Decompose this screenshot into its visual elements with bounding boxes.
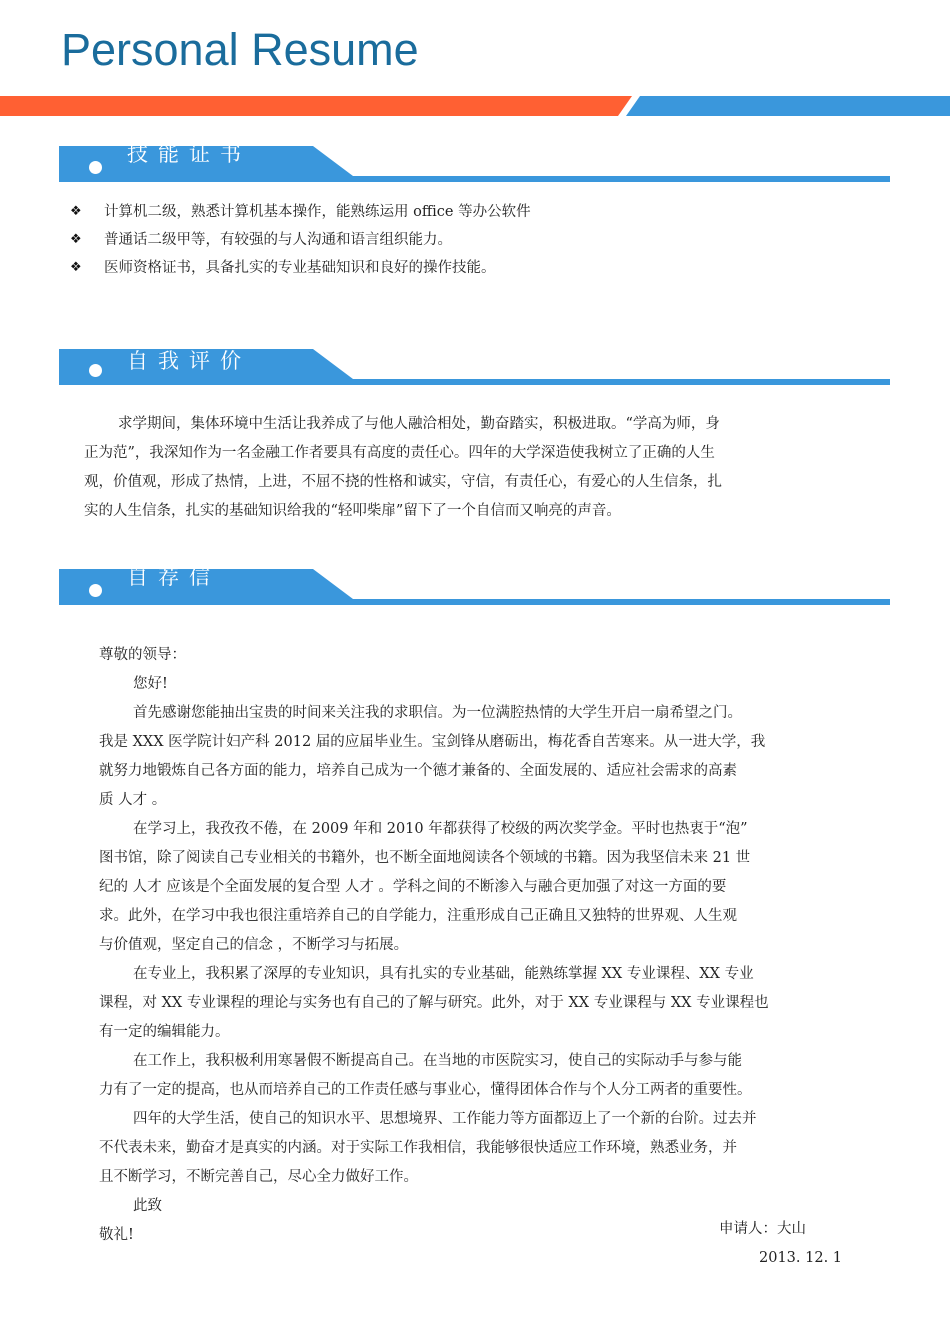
greeting: 您好! — [133, 676, 168, 692]
regards: 敬礼! — [99, 1227, 134, 1243]
self-evaluation-text: 求学期间，集体环境中生活让我养成了与他人融洽相处，勤奋踏实，积极进取。“学高为师，身 正为范”，我深知作为一名金融工作者要具有高度的责任心。四年的大学深造使我树立了正确的人生 观，价值观，形成了热情，上进，不屈不挠的性格和诚实，守信，有责任心，有爱心的人生信条，扎 实的人生信条，扎实的基础知识给我的“轻叩柴扉”留下了一个自信而又响亮的声音。 — [84, 416, 722, 519]
letter-date: 2013. 12. 1 — [759, 1250, 843, 1266]
header-color-band — [0, 96, 950, 116]
list-item: ❖ 医师资格证书，具备扎实的专业基础知识和良好的操作技能。 — [70, 254, 531, 282]
diamond-bullet-icon: ❖ — [70, 260, 82, 275]
section-header-self-eval — [59, 349, 890, 385]
list-item: ❖ 计算机二级，熟悉计算机基本操作，能熟练运用 office 等办公软件 — [70, 198, 531, 226]
section-header-cover-letter — [59, 565, 890, 605]
salutation: 尊敬的领导： — [99, 647, 186, 663]
cover-letter-text: 尊敬的领导： 您好! 首先感谢您能抽出宝贵的时间来关注我的求职信。为一位满腔热情的大学生开启一扇希望之门。 我是 XXX 医学院计妇产科 2012 届的应届毕业生。宝剑锋从磨砺出，梅花香自苦寒来。从一进大学，我 就努力地锻炼自己各方面的能力，培养自己成为一个德才兼备的、全面发展的、适应社会需求的高素 质 人才 。 在学习上，我孜孜不倦，在 2009 年和 2010 年都获得了校级的两次奖学金。平时也热衷于“泡” 图书馆，除了阅读自己专业相关的书籍外，也不断全面地阅读各个领域的书籍。因为我坚信未来 21 世 纪的 人才 应该是个全面发展的复合型 人才 。学科之间的不断渗入与融合更加强了对这一方面的要 求。此外，在学习中我也很注重培养自己的自学能力，注重形成自己正确且又独特的世界观、人生观 与价值观，坚定自己的信念 ，不断学习与拓展。 在专业上，我积累了深厚的专业知识，具有扎实的专业基础，能熟练掌握 XX 专业课程、XX 专业 课程，对 XX 专业课程的理论与实务也有自己的了解与研究。此外，对于 XX 专业课程与 XX 专业课程也 有一定的编辑能力。 在工作上，我积极利用寒暑假不断提高自己。在当地的市医院实习，使自己的实际动手与参与能 力有了一定的提高，也从而培养自己的工作责任感与事业心，懂得团体合作与个人分工两者的重要性。 四年的大学生活，使自己的知识水平、思想境界、工作能力等方面都迈上了一个新的台阶。过去并 不代表未来，勤奋才是真实的内涵。对于实际工作我相信，我能够很快适应工作环境，熟悉业务，并 且不断学习，不断完善自己，尽心全力做好工作。 此致 敬礼! — [99, 641, 839, 1250]
applicant-name: 申请人：大山 — [719, 1221, 806, 1237]
diamond-bullet-icon: ❖ — [70, 232, 82, 247]
closing: 此致 — [133, 1198, 162, 1214]
diamond-bullet-icon: ❖ — [70, 204, 82, 219]
list-item: ❖ 普通话二级甲等，有较强的与人沟通和语言组织能力。 — [70, 226, 531, 254]
bullet-dot-icon — [89, 364, 102, 377]
bullet-dot-icon — [89, 161, 102, 174]
section-title: 自荐信 — [127, 565, 220, 589]
page-title: Personal Resume — [61, 24, 419, 75]
bullet-dot-icon — [89, 584, 102, 597]
section-title: 自我评价 — [127, 349, 251, 373]
section-header-skills — [59, 142, 890, 182]
section-title: 技能证书 — [127, 142, 251, 166]
skills-list — [70, 198, 531, 282]
